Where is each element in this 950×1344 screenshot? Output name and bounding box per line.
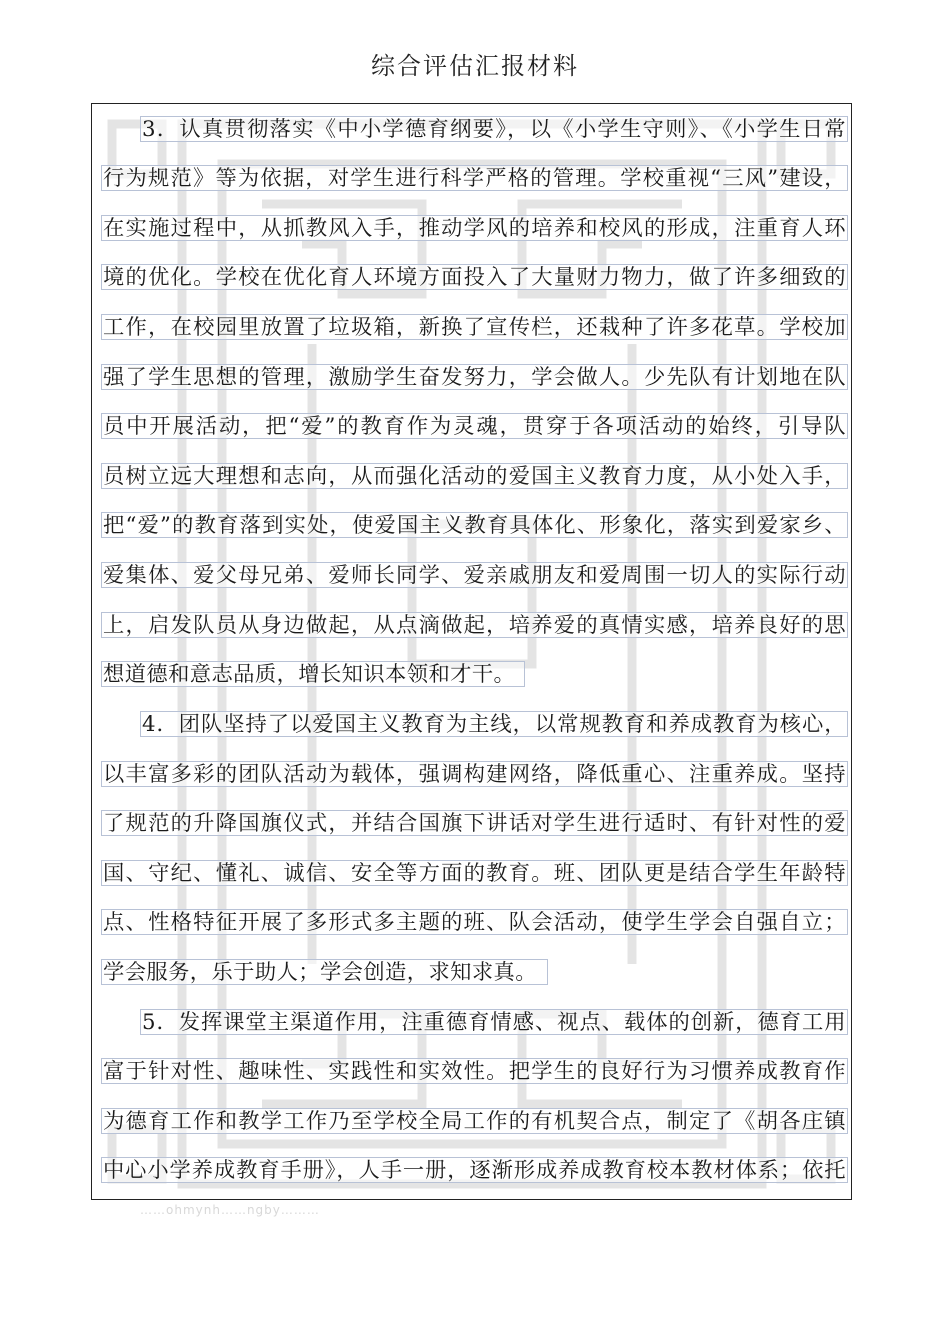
page-title: 综合评估汇报材料 <box>371 52 579 80</box>
paragraph-line: 想道德和意志品质，增长知识本领和才干。 <box>101 661 525 687</box>
paragraph-line: 员中开展活动，把“爱”的教育作为灵魂，贯穿于各项活动的始终，引导队 <box>103 414 846 439</box>
paragraph-line: 了规范的升降国旗仪式，并结合国旗下讲话对学生进行适时、有针对性的爱 <box>103 811 846 836</box>
paragraph-line: 3．认真贯彻落实《中小学德育纲要》，以《小学生守则》、《小学生日常 <box>142 117 846 142</box>
paragraph-line: 富于针对性、趣味性、实践性和实效性。把学生的良好行为习惯养成教育作 <box>103 1059 846 1084</box>
footer-watermark: ……ohmynh……ngby……… <box>140 1203 320 1217</box>
paragraph-line: 国、守纪、懂礼、诚信、安全等方面的教育。班、团队更是结合学生年龄特 <box>103 861 846 886</box>
paragraph-line: 境的优化。学校在优化育人环境方面投入了大量财力物力，做了许多细致的 <box>103 265 846 290</box>
paragraph-line: 强了学生思想的管理，激励学生奋发努力，学会做人。少先队有计划地在队 <box>103 365 846 390</box>
paragraph-line: 在实施过程中，从抓教风入手，推动学风的培养和校风的形成，注重育人环 <box>103 216 846 241</box>
paragraph-line: 上，启发队员从身边做起，从点滴做起，培养爱的真情实感，培养良好的思 <box>103 613 846 638</box>
document-frame <box>91 103 852 1200</box>
paragraph-line: 5．发挥课堂主渠道作用，注重德育情感、视点、载体的创新，德育工用 <box>142 1010 846 1035</box>
paragraph-line: 员树立远大理想和志向，从而强化活动的爱国主义教育力度，从小处入手， <box>103 464 846 489</box>
paragraph-line: 为德育工作和教学工作乃至学校全局工作的有机契合点，制定了《胡各庄镇 <box>103 1109 846 1134</box>
paragraph-line: 以丰富多彩的团队活动为载体，强调构建网络，降低重心、注重养成。坚持 <box>103 762 846 787</box>
paragraph-line: 点、性格特征开展了多形式多主题的班、队会活动，使学生学会自强自立； <box>103 910 846 935</box>
paragraph-line: 行为规范》等为依据，对学生进行科学严格的管理。学校重视“三风”建设， <box>103 166 846 191</box>
paragraph-line: 工作，在校园里放置了垃圾箱，新换了宣传栏，还栽种了许多花草。学校加 <box>103 315 846 340</box>
paragraph-line: 把“爱”的教育落到实处，使爱国主义教育具体化、形象化，落实到爱家乡、 <box>103 513 846 538</box>
paragraph-line: 学会服务，乐于助人；学会创造，求知求真。 <box>101 959 548 985</box>
paragraph-line: 爱集体、爱父母兄弟、爱师长同学、爱亲戚朋友和爱周围一切人的实际行动 <box>103 563 846 588</box>
paragraph-line: 中心小学养成教育手册》，人手一册，逐渐形成养成教育校本教材体系；依托 <box>103 1158 846 1183</box>
paragraph-line: 4．团队坚持了以爱国主义教育为主线，以常规教育和养成教育为核心， <box>142 712 846 737</box>
